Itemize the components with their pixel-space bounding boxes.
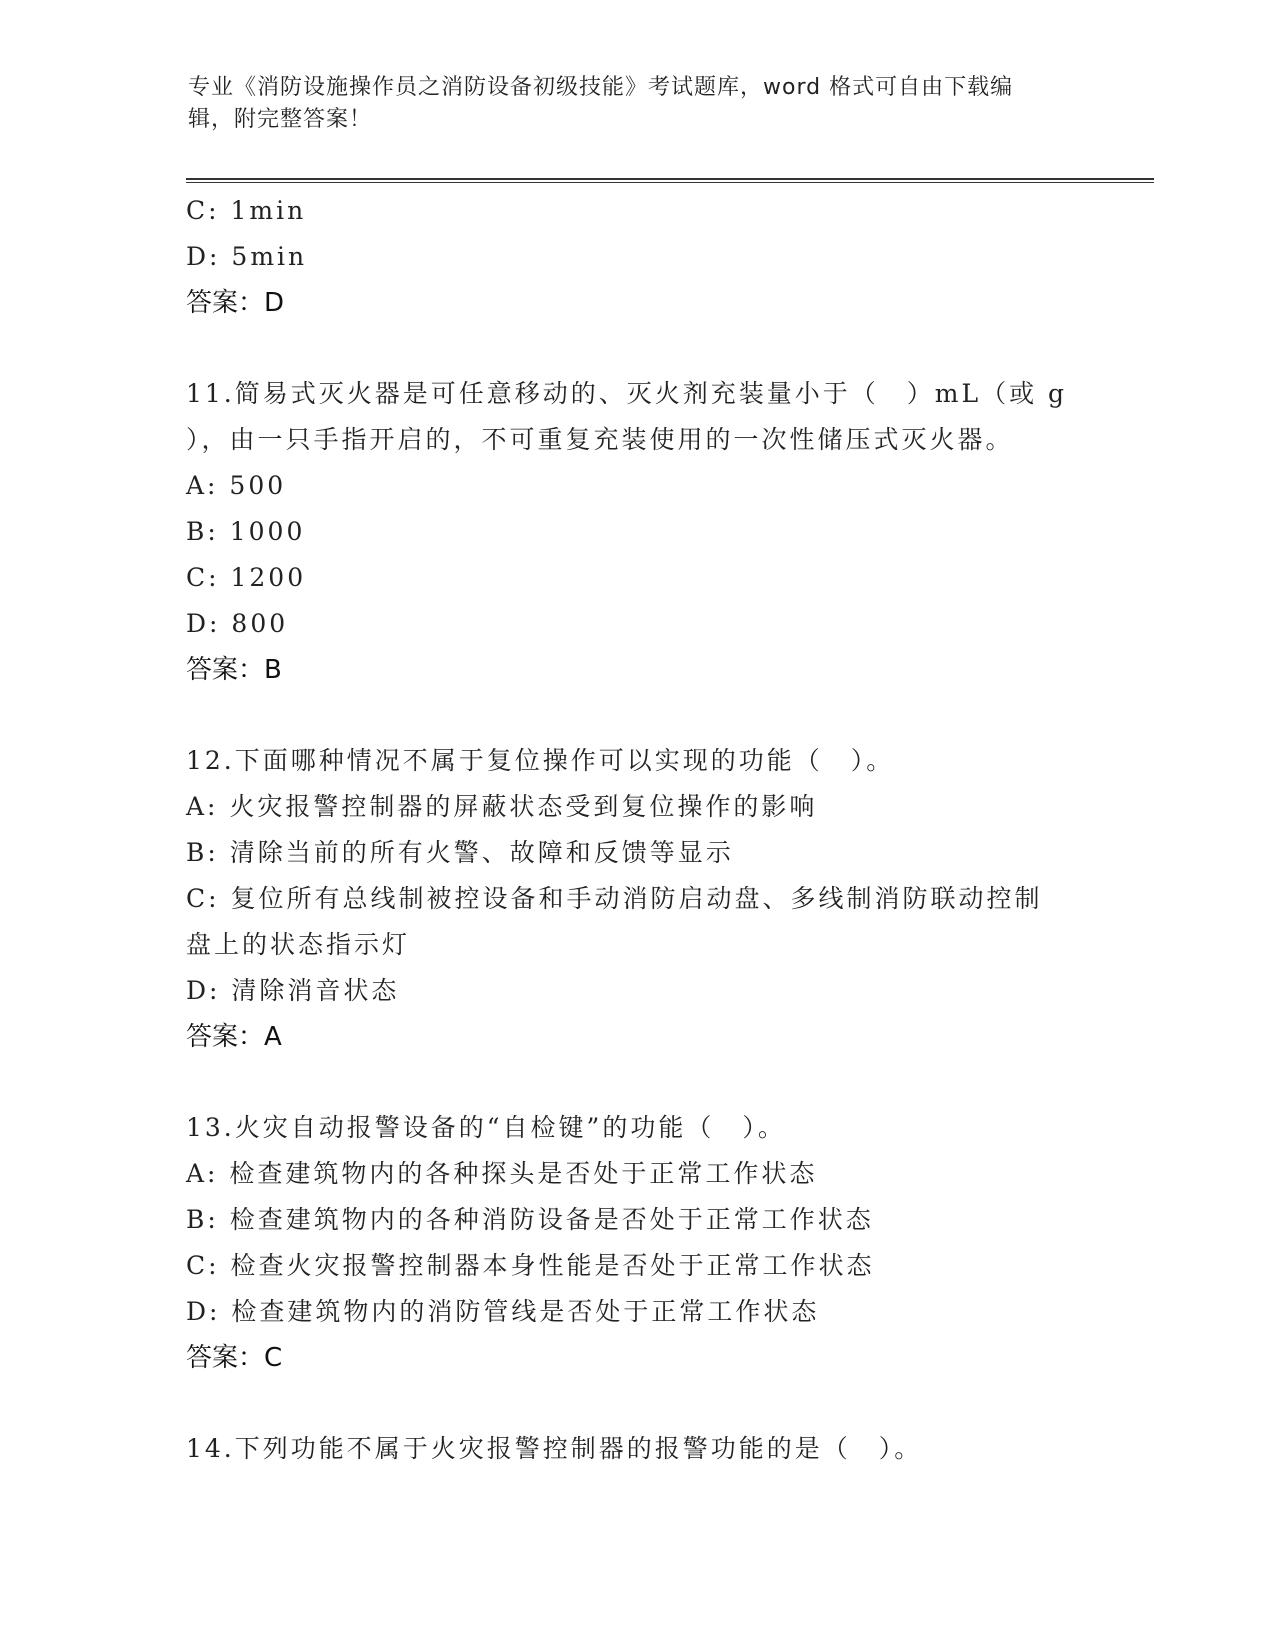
question-10 bbox=[186, 188, 1086, 326]
question-12 bbox=[186, 738, 1086, 1060]
q11-option-c: C: 1200 bbox=[186, 563, 307, 592]
header-line-2: 辑，附完整答案！ bbox=[188, 107, 373, 132]
q13-answer: 答案：C bbox=[186, 1343, 283, 1373]
q13-option-b: B: 检查建筑物内的各种消防设备是否处于正常工作状态 bbox=[186, 1205, 874, 1234]
header-line-1: 专业《消防设施操作员之消防设备初级技能》考试题库，word 格式可自由下载编 bbox=[188, 75, 1014, 100]
q12-option-d: D: 清除消音状态 bbox=[186, 976, 400, 1005]
q12-stem: 12.下面哪种情况不属于复位操作可以实现的功能（ ）。 bbox=[186, 746, 895, 775]
question-list bbox=[186, 188, 1086, 1472]
q13-option-d: D: 检查建筑物内的消防管线是否处于正常工作状态 bbox=[186, 1297, 820, 1326]
q10-option-c: C: 1min bbox=[186, 196, 307, 225]
q10-option-d: D: 5min bbox=[186, 242, 308, 271]
header-divider bbox=[186, 178, 1154, 183]
q11-option-d: D: 800 bbox=[186, 609, 289, 638]
spacer bbox=[186, 1060, 1086, 1105]
q13-stem: 13.火灾自动报警设备的“自检键”的功能（ ）。 bbox=[186, 1113, 786, 1142]
q11-answer: 答案：B bbox=[186, 655, 282, 685]
q11-stem-line-1: 11.简易式灭火器是可任意移动的、灭火剂充装量小于（ ）mL（或 g bbox=[186, 379, 1068, 408]
q12-answer: 答案：A bbox=[186, 1022, 282, 1052]
q13-option-a: A: 检查建筑物内的各种探头是否处于正常工作状态 bbox=[186, 1159, 818, 1188]
q11-stem-line-2: ），由一只手指开启的，不可重复充装使用的一次性储压式灭火器。 bbox=[186, 425, 1014, 454]
q11-option-b: B: 1000 bbox=[186, 517, 306, 546]
q14-stem: 14.下列功能不属于火灾报警控制器的报警功能的是（ ）。 bbox=[186, 1434, 923, 1463]
q11-option-a: A: 500 bbox=[186, 471, 287, 500]
q12-option-b: B: 清除当前的所有火警、故障和反馈等显示 bbox=[186, 838, 734, 867]
question-11 bbox=[186, 371, 1086, 693]
spacer bbox=[186, 1381, 1086, 1426]
q13-option-c: C: 检查火灾报警控制器本身性能是否处于正常工作状态 bbox=[186, 1251, 875, 1280]
question-13 bbox=[186, 1105, 1086, 1381]
document-header bbox=[188, 72, 1088, 136]
q10-answer: 答案：D bbox=[186, 288, 285, 318]
spacer bbox=[186, 326, 1086, 371]
question-14 bbox=[186, 1426, 1086, 1472]
spacer bbox=[186, 693, 1086, 738]
q12-option-a: A: 火灾报警控制器的屏蔽状态受到复位操作的影响 bbox=[186, 792, 818, 821]
q12-option-c-line-1: C: 复位所有总线制被控设备和手动消防启动盘、多线制消防联动控制 bbox=[186, 884, 1043, 913]
q12-option-c-line-2: 盘上的状态指示灯 bbox=[186, 930, 411, 959]
